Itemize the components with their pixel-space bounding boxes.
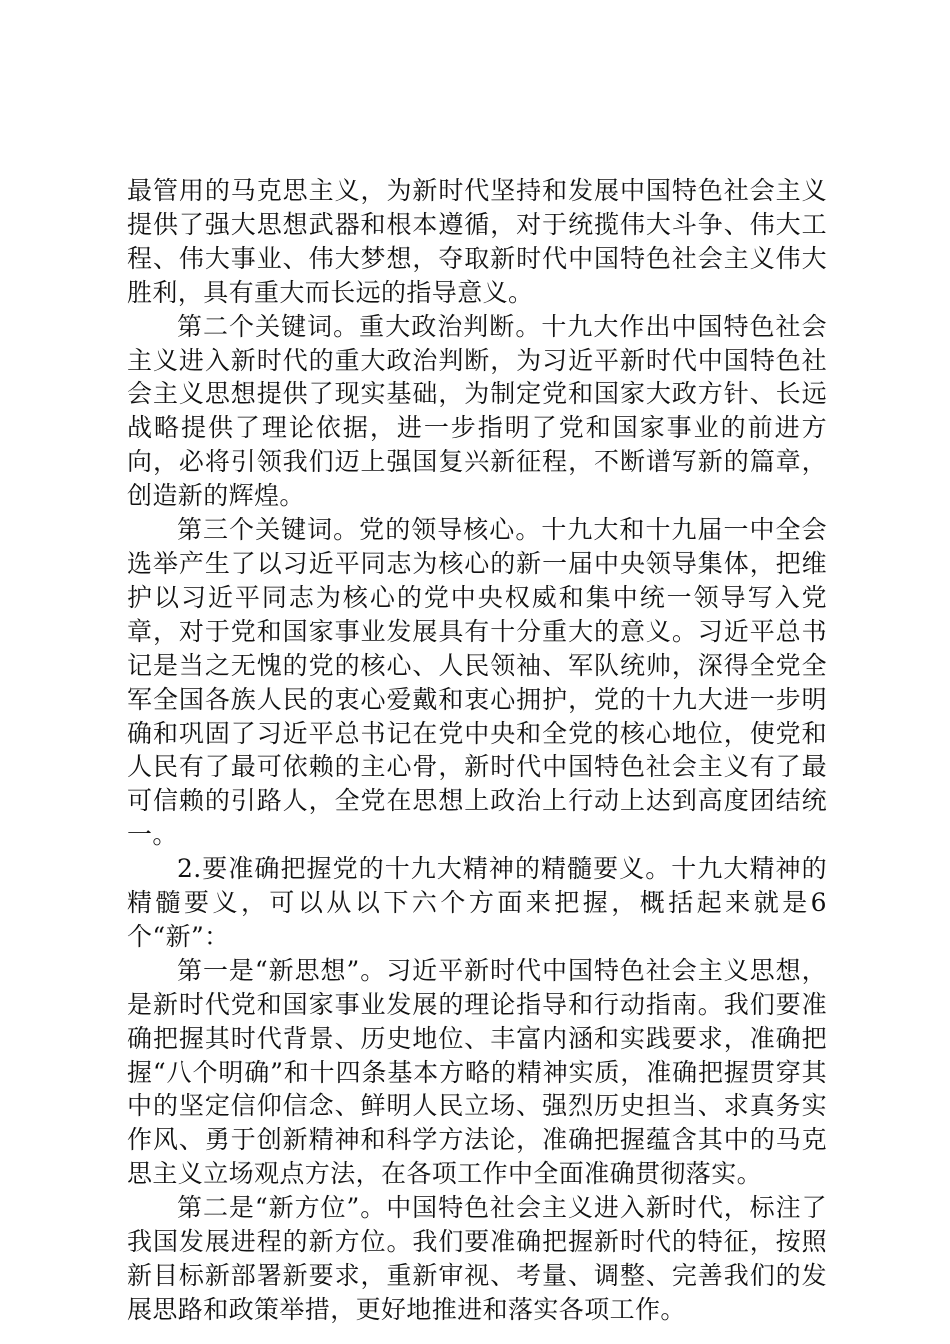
paragraph-new-position: 第二是“新方位”。中国特色社会主义进入新时代，标注了我国发展进程的新方位。我们要准确把握新时代的特征，按照新目标新部署新要求，重新审视、考量、调整、完善我们的发展思路和政策举措，更好地推进和落实各项工作。 [127,1193,827,1324]
paragraph-keyword-three: 第三个关键词。党的领导核心。十九大和十九届一中全会选举产生了以习近平同志为核心的新一届中央领导集体，把维护以习近平同志为核心的党中央权威和集中统一领导写入党章，对于党和国家事业发展具有十分重大的意义。习近平总书记是当之无愧的党的核心、人民领袖、军队统帅，深得全党全军全国各族人民的衷心爱戴和衷心拥护，党的十九大进一步明确和巩固了习近平总书记在党中央和全党的核心地位，使党和人民有了最可依赖的主心骨，新时代中国特色社会主义有了最可信赖的引路人，全党在思想上政治上行动上达到高度团结统一。 [127,515,827,850]
paragraph-section-two: 2.要准确把握党的十九大精神的精髓要义。十九大精神的精髓要义，可以从以下六个方面来把握，概括起来就是6个“新”： [127,854,827,951]
paragraph-new-thought: 第一是“新思想”。习近平新时代中国特色社会主义思想，是新时代党和国家事业发展的理论指导和行动指南。我们要准确把握其时代背景、历史地位、丰富内涵和实践要求，准确把握“八个明确”和十四条基本方略的精神实质，准确把握贯穿其中的坚定信仰信念、鲜明人民立场、强烈历史担当、求真务实作风、勇于创新精神和科学方法论，准确把握蕴含其中的马克思主义立场观点方法，在各项工作中全面准确贯彻落实。 [127,955,827,1189]
paragraph-continuation: 最管用的马克思主义，为新时代坚持和发展中国特色社会主义提供了强大思想武器和根本遵循，对于统揽伟大斗争、伟大工程、伟大事业、伟大梦想，夺取新时代中国特色社会主义伟大胜利，具有重大而长远的指导意义。 [127,176,827,307]
paragraph-keyword-two: 第二个关键词。重大政治判断。十九大作出中国特色社会主义进入新时代的重大政治判断，为习近平新时代中国特色社会主义思想提供了现实基础，为制定党和国家大政方针、长远战略提供了理论依据，进一步指明了党和国家事业的前进方向，必将引领我们迈上强国复兴新征程，不断谱写新的篇章，创造新的辉煌。 [127,311,827,511]
document-body [127,174,827,1327]
